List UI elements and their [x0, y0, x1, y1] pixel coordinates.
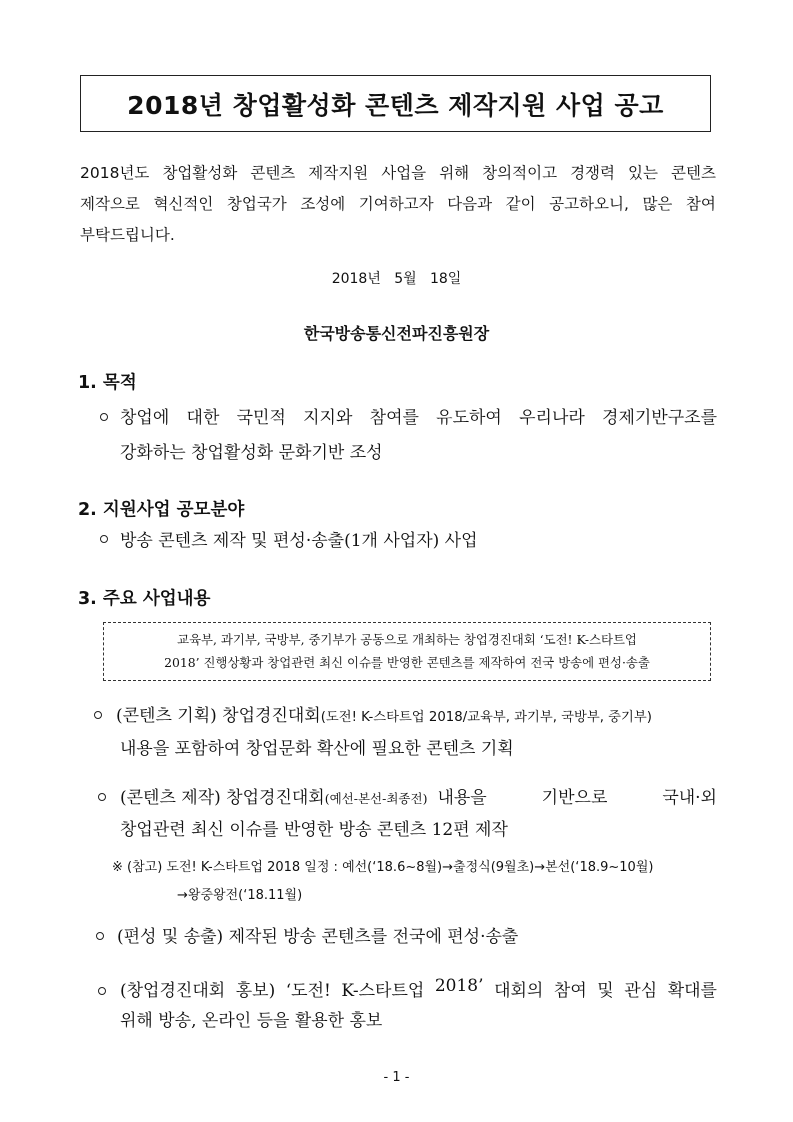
- title-box: [80, 75, 711, 132]
- bullet-circle-icon: [98, 793, 106, 801]
- note-line-2: 2018’ 진행상황과 창업관련 최신 이슈를 반영한 콘텐츠를 제작하여 전국 방송에 편성·송출: [164, 655, 650, 670]
- bullet-word: 참여를: [369, 408, 419, 428]
- promotion-line-2: 위해 방송, 온라인 등을 활용한 홍보: [120, 1011, 383, 1031]
- bullet-word: (창업경진대회: [120, 981, 226, 1001]
- bullet-rest: [437, 783, 717, 808]
- bullet-word: 국내·외: [662, 788, 717, 808]
- bullet-word: 확대를: [667, 981, 717, 1001]
- intro-word: 공고하오니,: [549, 195, 629, 213]
- summary-note-box: [103, 622, 711, 681]
- bullet-word: 경제기반구조를: [602, 408, 717, 428]
- schedule-reference-line-1: ※ (참고) 도전! K-스타트업 2018 일정 : 예선(‘18.6~8월)→출정식(9월초)→본선(‘18.9~10월): [112, 860, 654, 875]
- bullet-inline-detail: (예선-본선-최종전): [324, 791, 428, 806]
- bullet-circle-icon: [100, 413, 108, 421]
- section-2-heading: 2. 지원사업 공모분야: [78, 500, 245, 520]
- intro-word: 기여하고자: [358, 195, 434, 213]
- bullet-word: 관심: [624, 981, 658, 1001]
- bullet-word: 지지와: [303, 408, 353, 428]
- intro-word: 콘텐츠: [671, 164, 716, 182]
- intro-word: 위해: [439, 164, 470, 182]
- bullet-lead: (콘텐츠 기획) 창업경진대회: [116, 706, 321, 726]
- intro-word: 제작지원: [308, 164, 369, 182]
- intro-word: 사업을: [381, 164, 427, 182]
- intro-word: 창의적이고: [482, 164, 558, 182]
- intro-line-3: 부탁드립니다.: [80, 226, 175, 244]
- intro-word: 창업국가: [226, 195, 287, 213]
- intro-word: 참여: [685, 195, 716, 213]
- note-line-1: 교육부, 과기부, 국방부, 중기부가 공동으로 개최하는 창업경진대회 ‘도전! K-스타트업: [177, 632, 637, 647]
- intro-word: 2018년도: [80, 164, 150, 182]
- bullet-circle-icon: [98, 987, 106, 995]
- promotion-line-1: [120, 976, 717, 1001]
- intro-line-1: [80, 158, 716, 189]
- page-number: - 1 -: [383, 1070, 410, 1085]
- bullet-word: 국민적: [236, 408, 286, 428]
- intro-word: 같이: [505, 195, 536, 213]
- intro-word: 콘텐츠: [250, 164, 296, 182]
- bullet-word: K-스타트업: [341, 981, 425, 1001]
- bullet-word: 참여: [553, 981, 587, 1001]
- schedule-reference-line-2: →왕중왕전(‘18.11월): [177, 888, 303, 903]
- bullet-word: 내용을: [437, 788, 487, 808]
- intro-word: 제작으로: [80, 195, 140, 213]
- bullet-word: ‘도전!: [285, 981, 331, 1001]
- section-1-bullet-line-1: [120, 403, 717, 428]
- content-production-line-1: [120, 783, 717, 808]
- content-planning-line-2: 내용을 포함하여 창업문화 확산에 필요한 콘텐츠 기획: [120, 739, 514, 759]
- bullet-inline-detail: (도전! K-스타트업 2018/교육부, 과기부, 국방부, 중기부): [320, 710, 652, 725]
- bullet-circle-icon: [96, 932, 104, 940]
- issuing-organization: 한국방송통신전파진흥원장: [303, 324, 490, 343]
- section-2-bullet: 방송 콘텐츠 제작 및 편성·송출(1개 사업자) 사업: [120, 531, 478, 551]
- bullet-word: 기반으로: [541, 788, 608, 808]
- intro-word: 혁신적인: [153, 195, 214, 213]
- announcement-date: 2018년 5월 18일: [331, 271, 462, 287]
- bullet-word: 대한: [186, 408, 220, 428]
- bullet-word: 2018’: [434, 976, 484, 996]
- bullet-word: 대회의: [494, 981, 544, 1001]
- section-1-bullet-line-2: 강화하는 창업활성화 문화기반 조성: [120, 443, 383, 463]
- intro-word: 경쟁력: [570, 164, 615, 182]
- content-planning-line-1: [116, 701, 652, 726]
- bullet-word: 우리나라: [519, 408, 585, 428]
- bullet-word: 창업에: [120, 408, 170, 428]
- bullet-circle-icon: [100, 535, 108, 543]
- document-title: 2018년 창업활성화 콘텐츠 제작지원 사업 공고: [127, 90, 664, 120]
- bullet-word: 및: [597, 981, 614, 1001]
- intro-word: 많은: [642, 195, 673, 213]
- intro-word: 조성에: [300, 195, 346, 213]
- bullet-lead: (콘텐츠 제작) 창업경진대회: [120, 788, 325, 808]
- bullet-word: 유도하여: [436, 408, 502, 428]
- section-1-heading: 1. 목적: [78, 373, 137, 393]
- intro-word: 있는: [628, 164, 658, 182]
- broadcast-bullet: (편성 및 송출) 제작된 방송 콘텐츠를 전국에 편성·송출: [117, 927, 519, 947]
- section-3-heading: 3. 주요 사업내용: [78, 589, 211, 609]
- intro-line-2: [80, 189, 716, 220]
- content-production-line-2: 창업관련 최신 이슈를 반영한 방송 콘텐츠 12편 제작: [120, 820, 508, 840]
- intro-word: 다음과: [447, 195, 493, 213]
- bullet-word: 홍보): [235, 981, 276, 1001]
- bullet-circle-icon: [94, 711, 102, 719]
- intro-word: 창업활성화: [162, 164, 238, 182]
